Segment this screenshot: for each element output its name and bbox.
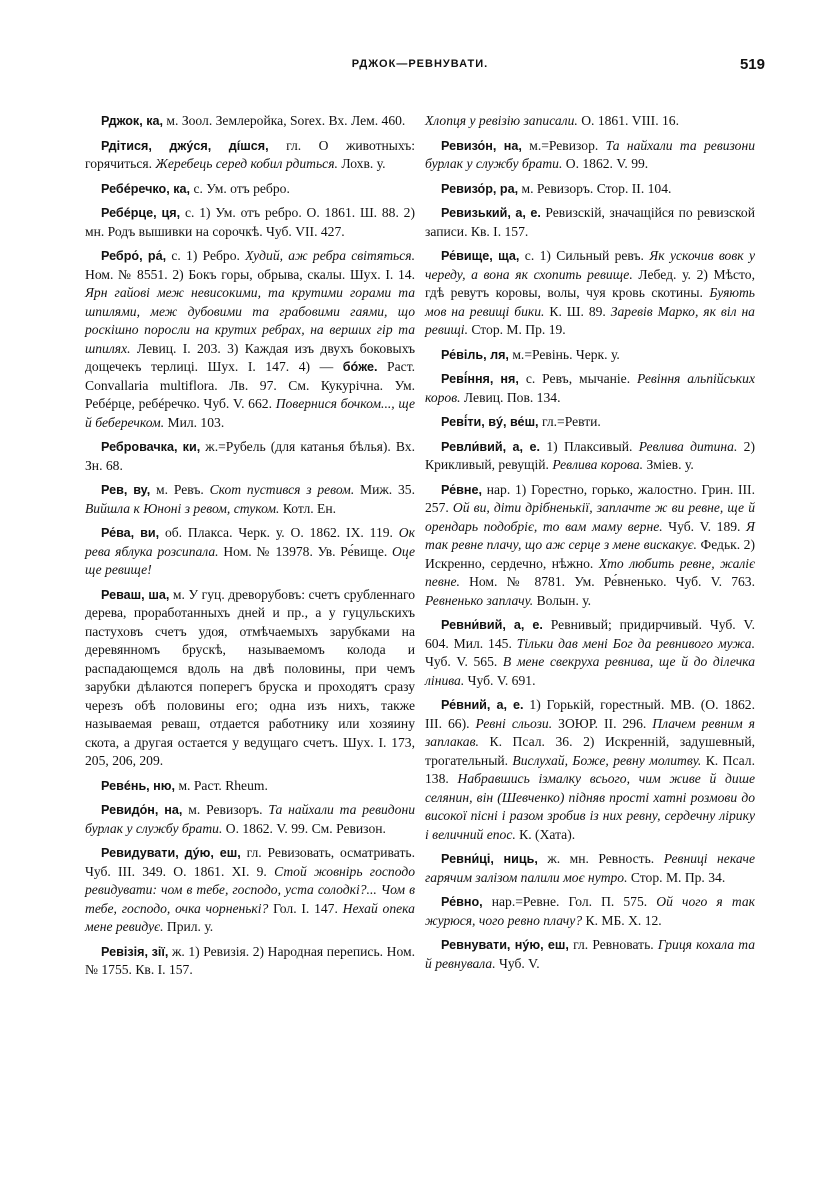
example-quote: Я так ревне плачу, що аж серце з мене вискакує. [425, 518, 755, 552]
definition-text: с. 1) Сильный ревъ. [524, 248, 650, 263]
example-quote: Та найхали та ревидони бурлак у службу брати. [85, 802, 415, 836]
example-quote: Ой ви, діти дрібненькії, заплачте ж ви ревне, ще й орендарь подобріє, то вам маму верне. [425, 500, 755, 534]
headword: Ре́віль, ля, [441, 347, 509, 362]
example-quote: Худий, аж ребра світяться. [245, 248, 415, 263]
definition-text: 2) Крикливый, ревущій. [425, 438, 755, 472]
definition-text: К. Псал. 138. [425, 752, 755, 786]
headword: Рдітися, джýся, дíшся, [101, 138, 269, 153]
example-quote: Ревниці некаче гарячим залізом палили моє нутро. [425, 851, 755, 885]
definition-text: Ном. № 8551. 2) Бокъ горы, обрыва, скалы. Шух. І. 14. [85, 266, 415, 282]
definition-text: м. Раст. Rheum. [178, 777, 268, 793]
definition-text: ж.=Рубель (для катанья бѣлья). Вх. Зн. 68. [85, 439, 415, 473]
example-quote: В мене свекруха ревнива, ще й до ділечка лінива. [425, 654, 755, 688]
definition-text: м. Ревизоръ. [188, 802, 269, 817]
definition-text: м.=Ревінь. Черк. у. [512, 346, 620, 362]
example-quote: Ой чого я так журюся, чого ревно плачу? [425, 894, 755, 928]
dictionary-entry [85, 112, 415, 131]
headword: Ревни́вий, а, е. [441, 618, 543, 632]
definition-text: Ревнивый; придирчивый. Чуб. V. 604. Мил. 145. [425, 617, 755, 651]
example-quote: Хто любить ревне, жаліє певне. [425, 555, 755, 589]
definition-text: Чуб. V. 691. [464, 672, 536, 688]
definition-text: с. Ревъ, мычаніе. [525, 371, 638, 386]
dictionary-entry [425, 413, 755, 432]
example-quote: Ревлива корова. [552, 457, 644, 472]
dictionary-entry [85, 438, 415, 475]
definition-text: 1) Горькій, горестный. МВ. (О. 1862. ІІІ. 66). [425, 697, 755, 731]
example-quote: Заревів Марко, як віл на ревищі. [425, 303, 755, 337]
headword: Реві́ння, ня, [441, 372, 519, 386]
example-quote: Стой жовнірь господо ревидувати: чом в тебе, господо, уста солодкі?... Чом в тебе, господо, очка чорненькі? [85, 863, 415, 916]
definition-text: Зміев. у. [643, 457, 694, 472]
definition-text: Стор. М. Пр. 34. [627, 869, 726, 885]
definition-text: с. 1) Ум. отъ ребро. О. 1861. Ш. 88. 2) мн. Родъ вышивки на сорочкѣ. Чуб. VII. 427. [85, 205, 416, 239]
headword: Ре́вний, а, е. [441, 698, 524, 712]
dictionary-entry [425, 438, 755, 475]
example-quote: Як ускочив вовк у череду, а вона як схопить ревище. [425, 248, 755, 282]
definition-text: об. Плакса. Черк. у. О. 1862. IX. 119. [164, 525, 399, 540]
headword: Ребéрце, ця, [101, 206, 181, 220]
page-header [0, 58, 840, 82]
dictionary-entry [425, 112, 755, 131]
definition-text: Раст. Convallaria multiflora. Лв. 97. См. Кукурічна. Ум. Ребéрце, ребéречко. Чуб. V. 662. [85, 359, 416, 411]
headword: Ребро́, ра́, [101, 249, 167, 263]
dictionary-entry [85, 943, 415, 980]
example-quote: Тільки дав мені Бог да ревнивого мужа. [516, 635, 755, 651]
definition-text: гл. Ревновать. [573, 937, 658, 952]
definition-text: Лебед. у. 2) Мѣсто, гдѣ ревутъ коровы, волы, чуя кровь скотины. [425, 266, 755, 300]
dictionary-entry [425, 370, 755, 407]
dictionary-entry [425, 850, 755, 887]
example-quote: Повернися бочком..., ще й беберечком. [85, 396, 415, 430]
definition-text: О. 1862. V. 99. [562, 156, 649, 171]
example-quote: Ревненько заплачу. [425, 592, 534, 608]
definition-text: Ном. № 13978. Ув. Ре́вище. [218, 543, 393, 559]
definition-text: К. МБ. Х. 12. [582, 912, 662, 928]
definition-text: Стор. М. Пр. 19. [467, 322, 566, 337]
dictionary-entry [425, 936, 755, 973]
definition-text: Чуб. V. [495, 955, 540, 971]
definition-text: м. Ревизоръ. Стор. ІІ. 104. [521, 180, 672, 196]
definition-text: Левиц. Пов. 134. [460, 389, 561, 405]
headword: Ревли́вий, а, е. [441, 439, 540, 454]
definition-text: Ном. № 8781. Ум. Ре́вненько. Чуб. V. 763. [459, 574, 755, 589]
definition-text: Федьк. 2) Искренно, сердечно, нѣжно. [425, 537, 755, 571]
headword: Ребéречко, ка, [101, 181, 191, 196]
headword: Ревізія, зії, [101, 944, 169, 959]
definition-text: 1) Плаксивый. [546, 438, 639, 454]
dictionary-entry [85, 137, 415, 174]
headword: Ревизо́н, на, [441, 138, 522, 153]
headword: Ревизо́р, ра, [441, 181, 519, 196]
example-quote: Оце ще ревище! [85, 543, 416, 577]
running-head: РДЖОК—РЕВНУВАТИ. [351, 58, 489, 70]
definition-text: гл.=Ревти. [541, 414, 601, 429]
page-number: 519 [739, 56, 765, 73]
headword: Ревéнь, ню, [101, 778, 176, 793]
definition-text: Ревизскій, значащійся по ревизской записи. Кв. І. 157. [425, 205, 755, 239]
example-quote: Плачем ревним я заплакав. [425, 715, 755, 749]
example-quote: Нехай опека мене ревидує. [85, 900, 415, 934]
dictionary-entry [85, 247, 415, 432]
left-column [85, 112, 415, 986]
headword: Ре́ва, ви, [101, 526, 160, 540]
dictionary-entry [85, 844, 415, 937]
headword: Ревни́ці, ниць, [441, 852, 538, 866]
example-quote: Ревлива дитина. [638, 438, 738, 454]
example-quote: Хлопця у ревізію записали. [425, 113, 578, 128]
headword: Ре́вно, [441, 895, 483, 909]
definition-text: нар.=Ревне. Гол. П. 575. [491, 894, 657, 909]
definition-text: О. 1862. V. 99. См. Ревизон. [222, 820, 386, 836]
example-quote: Гриця кохала та й ревнувала. [425, 937, 755, 971]
dictionary-entry [85, 524, 415, 580]
right-column [425, 112, 755, 979]
definition-text: Мил. 103. [164, 414, 225, 430]
definition-text: Левиц. І. 203. 3) Каждая изъ двухъ боковыхъ дощечекъ терлиці. Шух. І. 147. 4) — [85, 340, 415, 374]
definition-text: гл. Ревизовать, осматривать. Чуб. ІІІ. 349. О. 1861. ХІ. 9. [85, 845, 415, 879]
example-quote: Буяють мов на ревищі бики. [425, 285, 755, 319]
example-quote: Вислухай, Боже, ревну молитву. [512, 752, 702, 768]
headword: Реваш, ша, [101, 587, 170, 602]
headword: Ревидо́н, на, [101, 803, 183, 817]
headword: Ре́вне, [441, 482, 482, 497]
definition-text: нар. 1) Горестно, горько, жалостно. Грин. ІІІ. 257. [425, 481, 755, 515]
definition-text: Котл. Ен. [279, 500, 337, 516]
example-quote: Набравшись ізмалку всього, чим живе й дише селянин, він (Шевченко) підняв прості хатні розмови до високої пісні і разом зробив із них ревну, сердечну лірику і величний епос. [425, 771, 756, 842]
dictionary-entry [85, 481, 415, 518]
definition-text: ЗОЮР. ІІ. 296. [552, 715, 653, 731]
definition-text: м. У гуц. древорубовъ: счетъ срубленнаго дерева, проработанныхъ дней и пр., а у гуцульскихъ пастуховъ счетъ удоя, отмѣчаемыхъ зарубками на деревянномъ брускѣ, называемомъ колода и распадающемся вдоль на двѣ половины, при чемъ зарубки дѣлаются поперегъ бруска и проходятъ сразу черезъ обѣ половины его; одна изъ нихъ, также называемая реваш, отдается работнику или хозяину скота, а другая остается у ведущаго счетъ. Шух. І. 173, 205, 206, 209. [85, 586, 416, 768]
headword: Ревидувати, дýю, еш, [101, 846, 241, 860]
dictionary-entry [85, 204, 415, 241]
dictionary-entry [425, 893, 755, 930]
definition-text: ж. 1) Ревизія. 2) Народная перепись. Ном. № 1755. Кв. І. 157. [85, 943, 415, 977]
definition-text: бóже. [342, 360, 378, 374]
headword: Реві́ти, вý, ве́ш, [441, 415, 539, 429]
dictionary-entry [425, 696, 755, 844]
definition-text: м.=Ревизор. [529, 137, 606, 153]
definition-text: гл. О животныхъ: горячиться. [85, 137, 415, 171]
dictionary-entry [425, 180, 755, 199]
definition-text: К. Псал. 36. 2) Искренній, задушевный, трогательный. [425, 734, 755, 768]
headword: Рджок, ка, [101, 114, 164, 128]
example-quote: Ярн гайові меж невисокими, та крутими горами та шпилями, меж дубовими та грабовими гаями, що роскішно поросли на крутих ребрах, на верших гір та шпилях. [85, 285, 415, 356]
dictionary-entry [425, 346, 755, 365]
definition-text: Лохв. у. [337, 156, 386, 171]
example-quote: Та найхали та ревизони бурлак у службу брати. [425, 137, 755, 171]
definition-text: с. Ум. отъ ребро. [193, 180, 290, 196]
dictionary-entry [425, 481, 755, 611]
definition-text: с. 1) Ребро. [171, 248, 246, 263]
headword: Ревнувати, нýю, еш, [441, 938, 569, 952]
example-quote: Ревіння альпійських коров. [425, 371, 755, 405]
example-quote: Ок рева яблука розсипала. [85, 525, 415, 559]
headword: Ревизький, а, е. [441, 206, 541, 220]
example-quote: Жеребець серед кобил рдиться. [155, 156, 338, 171]
headword: Рев, ву, [101, 483, 151, 497]
definition-text: О. 1861. VIII. 16. [577, 113, 679, 128]
dictionary-entry [425, 204, 755, 241]
definition-text: Чуб. V. 565. [425, 654, 503, 669]
dictionary-entry [425, 247, 755, 340]
definition-text: Миж. 35. [354, 482, 415, 497]
definition-text: К. (Хата). [515, 826, 576, 842]
definition-text: Волын. у. [533, 592, 592, 608]
definition-text: Чуб. V. 189. [662, 518, 747, 534]
dictionary-entry [425, 137, 755, 174]
definition-text: К. Ш. 89. [544, 303, 611, 319]
example-quote: Вийшла к Юноні з ревом, стуком. [85, 500, 280, 516]
dictionary-entry [425, 616, 755, 690]
headword: Ребровачка, ки, [101, 440, 201, 454]
definition-text: м. Зоол. Землеройка, Sorex. Вх. Лем. 460. [166, 113, 406, 128]
dictionary-entry [85, 180, 415, 199]
headword: Ре́вище, ща, [441, 249, 520, 263]
definition-text: Гол. І. 147. [268, 900, 343, 916]
example-quote: Ревні сльози. [475, 715, 553, 731]
definition-text: м. Ревъ. [156, 482, 210, 497]
definition-text: Прил. у. [163, 919, 214, 934]
dictionary-entry [85, 777, 415, 796]
definition-text: ж. мн. Ревность. [547, 851, 664, 866]
example-quote: Скот пустився з ревом. [209, 482, 355, 497]
dictionary-entry [85, 801, 415, 838]
dictionary-entry [85, 586, 415, 771]
